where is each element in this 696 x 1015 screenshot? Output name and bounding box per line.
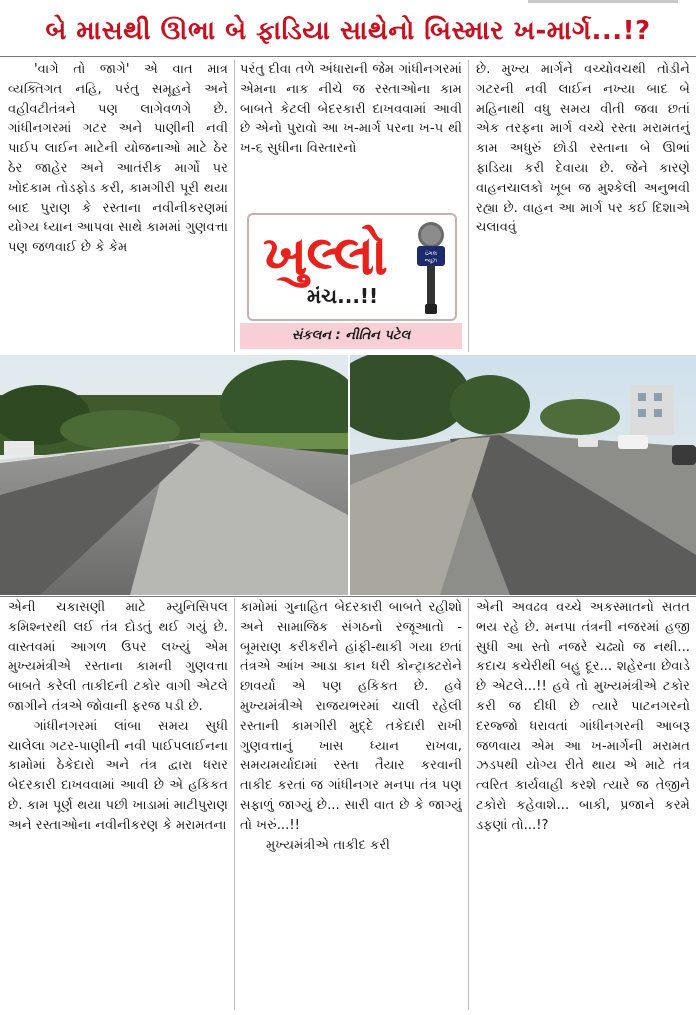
headline-rule xyxy=(0,56,696,57)
compiler-credit: સંકલન : નીતિન પટેલ xyxy=(240,323,462,349)
road-photo-left xyxy=(0,355,348,595)
top-column-2 xyxy=(240,60,462,210)
headline: બે માસથી ઊભા બે ફાડિયા સાથેનો બિસ્માર ખ-માર્ગ...!? xyxy=(45,16,651,46)
khullo-manch-logo xyxy=(247,213,457,321)
top-strip xyxy=(0,0,696,6)
bottom-col3-text: એની અવઢવ વચ્ચે અકસ્માતનો સતત ભય રહે છે. મનપા તંત્રની નજરમાં હજી સુધી આ સ્તો નજરે ચઢ્યો જ નથી... કદાચ કચેરીથી બહુ દૂર... શહેરના છેવાડે છે એટલે...!! હવે તો મુખ્યમંત્રીએ ટકોર કરી જ દીધી છે ત્યારે પાટનગરનો દરજ્જો ધરાવતાં ગાંધીનગરની આબરૂ જળવાય એમ આ ખ-માર્ગની મરામત ઝડપથી યોગ્ય રીતે થાય એ માટે તંત્ર ત્વરિત કાર્યવાહી કરશે ત્યારે જ તેજીને ટકોરો કહેવાશે... બાકી, પ્રજાને કરમે ડફણાં તો...!? xyxy=(476,600,690,833)
bottom-column-1 xyxy=(8,598,228,1010)
column-divider xyxy=(234,598,235,1010)
column-divider xyxy=(468,60,469,352)
road-photo-right xyxy=(350,355,696,595)
logo-word: ખુલ્લો xyxy=(263,224,387,287)
column-divider xyxy=(234,60,235,352)
bottom-column-2 xyxy=(240,598,462,1010)
bottom-column-3 xyxy=(476,598,690,1010)
column-divider xyxy=(468,598,469,1010)
top-col3-text: છે. મુખ્ય માર્ગને વચ્ચોવચથી તોડીને ગટરની નવી લાઈન નખ્યા બાદ બે મહિનાથી વધુ સમય વીતી જવા છતાં એક તરફના માર્ગ વચ્ચે રસ્તા મરામતનું કામ અધુરું છોડી રસ્તાના બે ઊભાં ફાડિયા કરી દેવાયા છે. જેને કારણે વાહનચાલકો ખૂબ જ મુશ્કેલી અનુભવી રહ્યા છે. વાહન આ માર્ગ પર કઈ દિશાએ ચલાવવું xyxy=(476,62,690,236)
photo-rule xyxy=(0,596,696,597)
bottom-col1-para2: ગાંધીનગરમાં લાંબા સમય સુધી ચાલેલા ગટર-પાણીની નવી પાઈપલાઈનના કામોમાં ઠેકેદારો અને તંત્ર દ્વારા ધરાર બેદરકારી દાખવવામાં આવી છે એ હકિકત છે. કામ પૂર્ણ થયા પછી ખાડામાં માટીપુરાણ અને રસ્તાઓના નવીનીકરણ કે મરામતના xyxy=(8,718,228,833)
mic-label-1: ઇંગલ xyxy=(425,251,437,257)
folio-line xyxy=(528,0,678,3)
mic-label-2: ન્યૂઝ xyxy=(424,258,438,264)
bottom-col1-para1: એની ચકાસણી માટે મ્યુનિસિપલ કમિશ્નરથી લઈ તંત્ર દોડતું થઈ ગયું છે. વાસ્તવમાં આગળ ઉપર લખ્યું એમ મુખ્યમંત્રીએ રસ્તાના કામની ગુણવત્તા બાબતે કરેલી તાકીદની ટકોર વાગી એટલે જાગીને તંત્રએ જોવાની ફરજ પડી છે. xyxy=(8,600,228,714)
logo-subtitle: મંચ...!! xyxy=(307,284,379,308)
top-column-1 xyxy=(8,60,228,352)
top-col2-text: પરંતુ દીવા તળે અંધારાની જેમ ગાંધીનગરમાં એમના નાક નીચે જ રસ્તાઓના કામ બાબતે કેટલી બેદરકારી દાખવવામાં આવી છે એનો પુરાવો આ ખ-માર્ગ પરના ખ-૫ થી ખ-૬ સુધીના વિસ્તારનો xyxy=(240,62,462,157)
top-col1-text: 'વાગે તો જાગે' એ વાત માત્ર વ્યક્તિગત નહિ, પરંતુ સમૂહને અને વહીવટીતંત્રને પણ લાગેવળગે છે. ગાંધીનગરમાં ગટર અને પાણીની નવી પાઈપ લાઈન માટેની યોજનાઓ માટે ઠેર ઠેર જાહેર અને આતંરીક માર્ગો પર ખોદકામ તોડફોડ કરી, કામગીરી પૂરી થયા બાદ પુરાણ કે રસ્તાના નવીનીકરણમાં યોગ્ય ધ્યાન આપવા સાથે કામમાં ગુણવત્તા પણ જળવાઈ છે કે કેમ xyxy=(8,62,228,256)
bottom-col2-para2: મુખ્યમંત્રીએ તાકીદ કરી xyxy=(266,837,390,853)
bottom-col2-para1: કામોમાં ગુનાહિત બેદરકારી બાબતે રહીશો અને સામાજિક સંગઠનો રજૂઆતો - બૂમરાણ કરીકરીને હાંફી-થાકી ગયા છતાં તંત્રએ આંખ આડા કાન ધરી કોન્ટ્રાક્ટરોને છાવર્યા એ પણ હકિકત છે. હવે મુખ્યમંત્રીએ રાજયભરમાં ચાલી રહેલી રસ્તાની કામગીરી મુદ્દે તકેદારી રાખી ગુણવત્તાનું ખાસ ધ્યાન રાખવા, સમયમર્યાદામાં રસ્તા તૈયાર કરવાની તાકીદ કરતાં જ ગાંધીનગર મનપા તંત્ર પણ સફાળું જાગ્યું છે... સારી વાત છે કે જાગ્યું તો ખરું...!! xyxy=(240,600,462,833)
top-column-3 xyxy=(476,60,690,352)
microphone-icon xyxy=(409,219,453,317)
